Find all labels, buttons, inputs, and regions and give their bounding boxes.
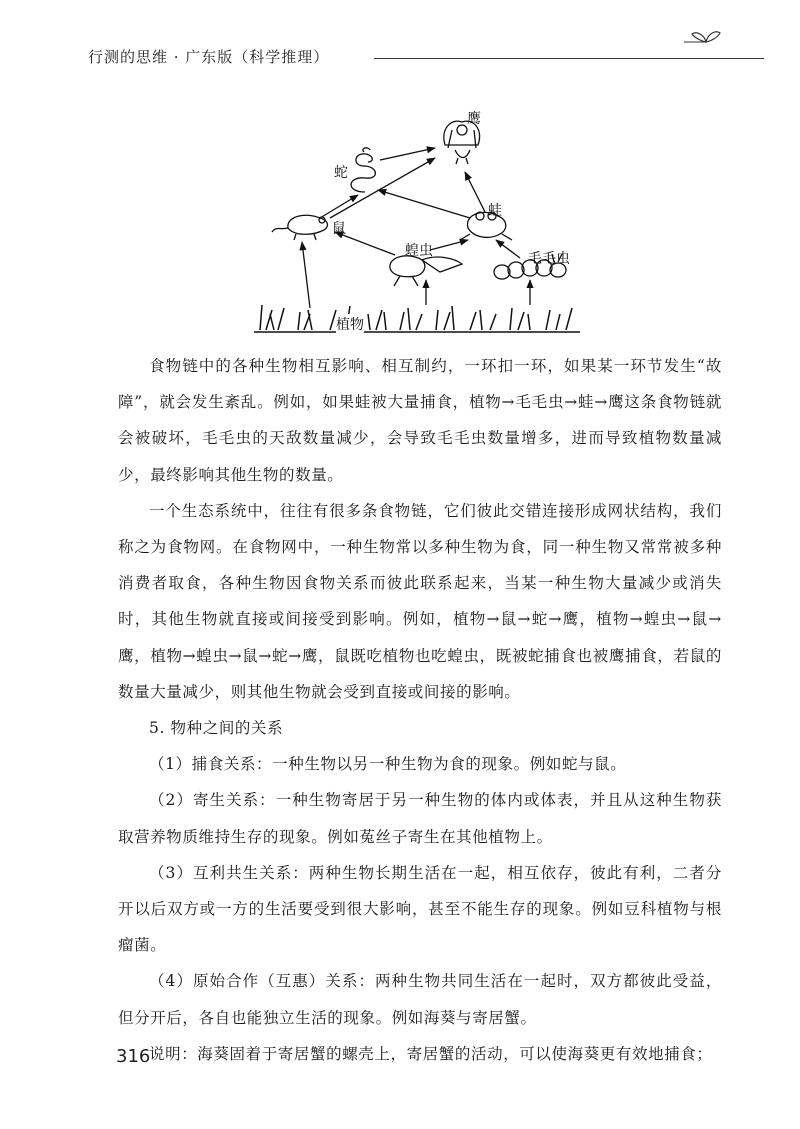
page-number: 316: [116, 1046, 151, 1067]
arrow-plants-to-mouse: [302, 242, 310, 308]
label-caterpillar: 毛毛虫: [528, 251, 570, 267]
arrow-frog-to-snake: [378, 190, 470, 218]
arrow-locust-to-frog: [430, 240, 468, 250]
arrow-snake-to-eagle: [380, 148, 435, 160]
header-rule: [374, 58, 764, 59]
header-title: 行测的思维 · 广东版（科学推理）: [88, 48, 330, 66]
label-locust: 蝗虫: [405, 243, 433, 259]
section-heading: 5. 物种之间的关系: [149, 719, 284, 738]
plants-icon: [254, 305, 580, 332]
food-web-diagram: [240, 100, 600, 345]
paragraph: 说明：海葵固着于寄居蟹的螺壳上，寄居蟹的活动，可以使海葵更有效地捕食；: [149, 1044, 713, 1063]
label-plants: 植物: [336, 314, 364, 334]
page-header: [88, 44, 728, 78]
sprout-icon: [682, 28, 722, 50]
body-text: [118, 348, 722, 1072]
snake-icon: [351, 148, 375, 192]
label-snake: 蛇: [334, 165, 348, 181]
label-eagle: 鹰: [467, 111, 481, 127]
paragraph: 食物链中的各种生物相互影响、相互制约，一环扣一环，如果某一环节发生“故障”，就会发生紊乱。例如，如果蛙被大量捕食，植物→毛毛虫→蛙→鹰这条食物链就会被破坏，毛毛虫的天敌数量减少，会导致毛毛虫数量增多，进而导致植物数量减少，最终影响其他生物的数量。: [118, 357, 722, 484]
arrow-frog-to-eagle: [465, 172, 485, 212]
paragraph: （3）互利共生关系：两种生物长期生活在一起，相互依存，彼此有利，二者分开以后双方或一方的生活要受到很大影响，甚至不能生存的现象。例如豆科植物与根瘤菌。: [118, 863, 722, 955]
arrow-caterpillar-to-frog: [496, 240, 520, 258]
paragraph: （2）寄生关系：一种生物寄居于另一种生物的体内或体表，并且从这种生物获取营养物质维持生存的现象。例如菟丝子寄生在其他植物上。: [118, 791, 722, 846]
label-mouse: 鼠: [332, 221, 346, 237]
mouse-icon: [272, 215, 327, 240]
paragraph: 一个生态系统中，往往有很多条食物链，它们彼此交错连接形成网状结构，我们称之为食物网。在食物网中，一种生物常以多种生物为食，同一种生物又常常被多种消费者取食，各种生物因食物关系而彼此联系起来，当某一种生物大量减少或消失时，其他生物就直接或间接受到影响。例如，植物→鼠→蛇→鹰，植物→蝗虫→鼠→鹰，植物→蝗虫→鼠→蛇→鹰，鼠既吃植物也吃蝗虫，既被蛇捕食也被鹰捕食，若鼠的数量大量减少，则其他生物就会受到直接或间接的影响。: [118, 501, 722, 701]
frog-icon: [460, 212, 512, 240]
paragraph: （1）捕食关系：一种生物以另一种生物为食的现象。例如蛇与鼠。: [149, 755, 627, 774]
paragraph: （4）原始合作（互惠）关系：两种生物共同生活在一起时，双方都彼此受益，但分开后，各自也能独立生活的现象。例如海葵与寄居蟹。: [118, 972, 722, 1027]
food-web-figure: [240, 100, 600, 345]
arrow-mouse-to-snake: [320, 195, 358, 218]
label-frog: 蛙: [488, 203, 502, 219]
